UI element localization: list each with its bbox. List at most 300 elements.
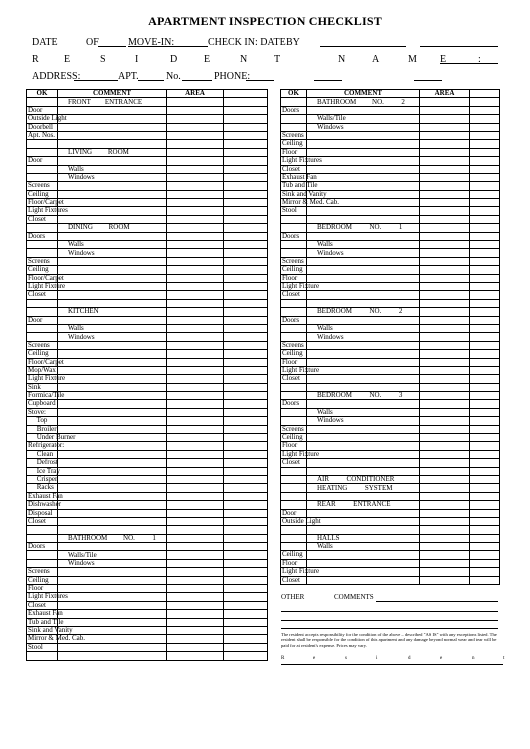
resident-name-field[interactable] — [440, 63, 498, 64]
extra-cell[interactable] — [224, 291, 268, 299]
ok-cell[interactable] — [27, 374, 66, 383]
comment-cell[interactable] — [58, 442, 167, 450]
ok-cell[interactable] — [27, 182, 58, 190]
area-cell[interactable] — [167, 467, 224, 475]
comment-cell[interactable] — [58, 652, 167, 660]
area-cell[interactable] — [167, 241, 224, 249]
ok-cell[interactable] — [27, 140, 58, 148]
comment-cell[interactable] — [58, 375, 167, 383]
comments-line-2[interactable] — [281, 611, 498, 612]
by-field-2[interactable] — [420, 46, 498, 47]
comment-cell[interactable] — [58, 140, 167, 148]
extra-cell[interactable] — [470, 274, 500, 282]
extra-cell[interactable] — [224, 434, 268, 442]
area-cell[interactable] — [420, 341, 470, 349]
comment-cell[interactable] — [58, 249, 167, 257]
comment-cell[interactable] — [307, 115, 420, 123]
extra-cell[interactable] — [470, 308, 500, 316]
area-cell[interactable] — [420, 559, 470, 567]
area-cell[interactable] — [420, 350, 470, 358]
ok-cell[interactable] — [281, 534, 307, 542]
extra-cell[interactable] — [470, 517, 500, 525]
area-cell[interactable] — [420, 299, 470, 307]
extra-cell[interactable] — [224, 601, 268, 609]
extra-cell[interactable] — [224, 333, 268, 341]
area-cell[interactable] — [420, 232, 470, 240]
extra-cell[interactable] — [470, 316, 500, 324]
extra-cell[interactable] — [224, 492, 268, 500]
extra-cell[interactable] — [224, 199, 268, 207]
ok-cell[interactable] — [281, 576, 307, 584]
comment-cell[interactable] — [58, 610, 167, 618]
extra-cell[interactable] — [470, 140, 500, 148]
area-cell[interactable] — [167, 257, 224, 265]
extra-cell[interactable] — [224, 366, 268, 374]
area-cell[interactable] — [167, 551, 224, 559]
area-cell[interactable] — [420, 425, 470, 433]
extra-cell[interactable] — [470, 324, 500, 332]
extra-cell[interactable] — [224, 241, 268, 249]
ok-cell[interactable] — [281, 115, 307, 123]
comment-cell[interactable] — [307, 98, 420, 106]
ok-cell[interactable] — [281, 241, 307, 249]
area-cell[interactable] — [420, 568, 470, 576]
comment-cell[interactable] — [58, 568, 167, 576]
comment-cell[interactable] — [307, 358, 420, 366]
extra-cell[interactable] — [470, 392, 500, 400]
area-cell[interactable] — [167, 618, 224, 626]
extra-cell[interactable] — [224, 383, 268, 391]
extra-cell[interactable] — [470, 182, 500, 190]
extra-cell[interactable] — [224, 551, 268, 559]
ok-cell[interactable] — [281, 408, 307, 416]
area-cell[interactable] — [167, 249, 224, 257]
area-cell[interactable] — [167, 182, 224, 190]
comment-cell[interactable] — [58, 182, 167, 190]
ok-cell[interactable] — [27, 131, 58, 139]
apt-field[interactable] — [138, 80, 164, 81]
area-cell[interactable] — [420, 366, 470, 374]
comment-cell[interactable] — [307, 324, 420, 332]
extra-cell[interactable] — [224, 408, 268, 416]
extra-cell[interactable] — [224, 559, 268, 567]
area-cell[interactable] — [167, 417, 224, 425]
comment-cell[interactable] — [307, 475, 420, 483]
area-cell[interactable] — [167, 131, 224, 139]
extra-cell[interactable] — [224, 375, 268, 383]
comment-cell[interactable] — [307, 392, 420, 400]
extra-cell[interactable] — [224, 618, 268, 626]
ok-cell[interactable] — [281, 333, 307, 341]
area-cell[interactable] — [420, 199, 470, 207]
extra-cell[interactable] — [224, 249, 268, 257]
extra-cell[interactable] — [224, 475, 268, 483]
area-cell[interactable] — [167, 274, 224, 282]
ok-cell[interactable] — [281, 400, 307, 408]
area-cell[interactable] — [167, 442, 224, 450]
area-cell[interactable] — [167, 450, 224, 458]
comments-line-3[interactable] — [281, 620, 498, 621]
area-cell[interactable] — [167, 299, 224, 307]
ok-cell[interactable] — [27, 417, 58, 425]
area-cell[interactable] — [167, 316, 224, 324]
area-cell[interactable] — [167, 425, 224, 433]
comment-cell[interactable] — [58, 475, 167, 483]
area-cell[interactable] — [167, 383, 224, 391]
area-cell[interactable] — [167, 173, 224, 181]
area-cell[interactable] — [420, 165, 470, 173]
ok-cell[interactable] — [281, 417, 307, 425]
comment-cell[interactable] — [58, 282, 167, 290]
ok-cell[interactable] — [281, 383, 307, 391]
ok-cell[interactable] — [281, 215, 307, 223]
extra-cell[interactable] — [224, 131, 268, 139]
extra-cell[interactable] — [470, 450, 500, 458]
area-cell[interactable] — [420, 224, 470, 232]
ok-cell[interactable] — [27, 517, 58, 525]
extra-cell[interactable] — [470, 459, 500, 467]
ok-cell[interactable] — [27, 500, 62, 509]
comment-cell[interactable] — [307, 417, 420, 425]
comment-cell[interactable] — [307, 282, 420, 290]
comment-cell[interactable] — [58, 576, 167, 584]
comment-cell[interactable] — [307, 434, 420, 442]
area-cell[interactable] — [167, 199, 224, 207]
comment-cell[interactable] — [58, 601, 167, 609]
area-cell[interactable] — [420, 182, 470, 190]
ok-cell[interactable] — [281, 266, 307, 274]
extra-cell[interactable] — [224, 425, 268, 433]
ok-cell[interactable] — [281, 516, 321, 525]
ok-cell[interactable] — [27, 350, 58, 358]
ok-cell[interactable] — [27, 551, 58, 559]
extra-cell[interactable] — [224, 98, 268, 106]
extra-cell[interactable] — [470, 215, 500, 223]
extra-cell[interactable] — [470, 249, 500, 257]
ok-cell[interactable] — [281, 299, 307, 307]
extra-cell[interactable] — [470, 232, 500, 240]
extra-cell[interactable] — [470, 534, 500, 542]
extra-cell[interactable] — [470, 509, 500, 517]
comment-cell[interactable] — [58, 266, 167, 274]
area-cell[interactable] — [167, 509, 224, 517]
extra-cell[interactable] — [224, 652, 268, 660]
comment-cell[interactable] — [58, 593, 167, 601]
comment-cell[interactable] — [58, 509, 167, 517]
area-cell[interactable] — [420, 383, 470, 391]
area-cell[interactable] — [420, 131, 470, 139]
extra-cell[interactable] — [224, 635, 268, 643]
comment-cell[interactable] — [307, 543, 420, 551]
ok-cell[interactable] — [27, 232, 58, 240]
area-cell[interactable] — [420, 190, 470, 198]
extra-cell[interactable] — [470, 408, 500, 416]
area-cell[interactable] — [167, 534, 224, 542]
area-cell[interactable] — [167, 140, 224, 148]
extra-cell[interactable] — [470, 417, 500, 425]
area-cell[interactable] — [420, 475, 470, 483]
ok-cell[interactable] — [27, 291, 58, 299]
area-cell[interactable] — [420, 173, 470, 181]
comment-cell[interactable] — [58, 257, 167, 265]
extra-cell[interactable] — [470, 492, 500, 500]
extra-cell[interactable] — [224, 190, 268, 198]
extra-cell[interactable] — [224, 484, 268, 492]
extra-cell[interactable] — [224, 593, 268, 601]
ok-cell[interactable] — [27, 333, 58, 341]
area-cell[interactable] — [420, 115, 470, 123]
comment-cell[interactable] — [307, 526, 420, 534]
area-cell[interactable] — [167, 484, 224, 492]
comment-cell[interactable] — [307, 257, 420, 265]
area-cell[interactable] — [420, 282, 470, 290]
extra-cell[interactable] — [470, 199, 500, 207]
resident-signature-line[interactable] — [281, 664, 503, 665]
comment-cell[interactable] — [307, 123, 420, 131]
area-cell[interactable] — [167, 308, 224, 316]
comment-cell[interactable] — [58, 131, 167, 139]
area-cell[interactable] — [420, 442, 470, 450]
area-cell[interactable] — [167, 601, 224, 609]
extra-cell[interactable] — [224, 324, 268, 332]
comment-cell[interactable] — [58, 366, 167, 374]
area-cell[interactable] — [167, 341, 224, 349]
area-cell[interactable] — [167, 333, 224, 341]
ok-cell[interactable] — [27, 568, 58, 576]
area-cell[interactable] — [167, 350, 224, 358]
extra-cell[interactable] — [224, 543, 268, 551]
ok-cell[interactable] — [281, 224, 307, 232]
move-in-field[interactable] — [168, 46, 208, 47]
extra-cell[interactable] — [470, 576, 500, 584]
area-cell[interactable] — [167, 115, 224, 123]
extra-cell[interactable] — [470, 467, 500, 475]
extra-cell[interactable] — [224, 215, 268, 223]
extra-cell[interactable] — [224, 534, 268, 542]
comment-cell[interactable] — [58, 618, 167, 626]
area-cell[interactable] — [167, 593, 224, 601]
comment-cell[interactable] — [58, 400, 167, 408]
comment-cell[interactable] — [307, 442, 420, 450]
area-cell[interactable] — [420, 408, 470, 416]
extra-cell[interactable] — [224, 627, 268, 635]
comments-line-4[interactable] — [281, 628, 498, 629]
area-cell[interactable] — [167, 543, 224, 551]
extra-cell[interactable] — [224, 501, 268, 509]
ok-cell[interactable] — [281, 501, 307, 509]
comment-cell[interactable] — [307, 459, 420, 467]
area-cell[interactable] — [167, 232, 224, 240]
comment-cell[interactable] — [307, 333, 420, 341]
area-cell[interactable] — [420, 543, 470, 551]
area-cell[interactable] — [420, 501, 470, 509]
area-cell[interactable] — [420, 467, 470, 475]
ok-cell[interactable] — [281, 526, 307, 534]
extra-cell[interactable] — [224, 350, 268, 358]
extra-cell[interactable] — [224, 207, 268, 215]
area-cell[interactable] — [420, 274, 470, 282]
comment-cell[interactable] — [58, 308, 167, 316]
comment-cell[interactable] — [58, 534, 167, 542]
area-cell[interactable] — [167, 627, 224, 635]
extra-cell[interactable] — [470, 282, 500, 290]
address-field[interactable] — [74, 80, 118, 81]
comment-cell[interactable] — [58, 199, 167, 207]
comment-cell[interactable] — [58, 459, 167, 467]
extra-cell[interactable] — [224, 224, 268, 232]
extra-cell[interactable] — [224, 257, 268, 265]
ok-cell[interactable] — [27, 299, 58, 307]
ok-cell[interactable] — [27, 324, 58, 332]
phone-field[interactable] — [246, 80, 274, 81]
ok-cell[interactable] — [281, 291, 307, 299]
ok-cell[interactable] — [281, 484, 307, 492]
comment-cell[interactable] — [58, 190, 167, 198]
extra-cell[interactable] — [470, 526, 500, 534]
comment-cell[interactable] — [58, 341, 167, 349]
ok-cell[interactable] — [281, 467, 307, 475]
area-cell[interactable] — [167, 408, 224, 416]
area-cell[interactable] — [420, 509, 470, 517]
area-cell[interactable] — [167, 215, 224, 223]
comment-cell[interactable] — [58, 517, 167, 525]
comment-cell[interactable] — [58, 98, 167, 106]
area-cell[interactable] — [420, 551, 470, 559]
comments-line-1[interactable] — [376, 601, 498, 602]
extra-cell[interactable] — [224, 148, 268, 156]
extra-cell[interactable] — [224, 316, 268, 324]
area-cell[interactable] — [420, 316, 470, 324]
comment-cell[interactable] — [58, 274, 167, 282]
area-cell[interactable] — [167, 475, 224, 483]
extra-cell[interactable] — [470, 341, 500, 349]
comment-cell[interactable] — [58, 324, 167, 332]
ok-cell[interactable] — [27, 241, 58, 249]
comment-cell[interactable] — [58, 350, 167, 358]
comment-cell[interactable] — [307, 576, 420, 584]
extra-cell[interactable] — [470, 383, 500, 391]
ok-cell[interactable] — [281, 232, 307, 240]
extra-cell[interactable] — [470, 241, 500, 249]
area-cell[interactable] — [167, 190, 224, 198]
ok-cell[interactable] — [281, 181, 318, 190]
comment-cell[interactable] — [307, 249, 420, 257]
area-cell[interactable] — [167, 375, 224, 383]
comment-cell[interactable] — [307, 241, 420, 249]
area-cell[interactable] — [167, 576, 224, 584]
area-cell[interactable] — [167, 266, 224, 274]
ok-cell[interactable] — [281, 324, 307, 332]
extra-cell[interactable] — [224, 568, 268, 576]
comment-cell[interactable] — [307, 450, 420, 458]
comment-cell[interactable] — [307, 559, 420, 567]
ok-cell[interactable] — [27, 165, 58, 173]
area-cell[interactable] — [420, 417, 470, 425]
ok-cell[interactable] — [281, 308, 307, 316]
extra-cell[interactable] — [470, 157, 500, 165]
area-cell[interactable] — [420, 392, 470, 400]
comment-cell[interactable] — [307, 517, 420, 525]
extra-cell[interactable] — [224, 392, 268, 400]
comment-cell[interactable] — [307, 274, 420, 282]
comment-cell[interactable] — [58, 123, 167, 131]
ok-cell[interactable] — [27, 459, 58, 467]
extra-cell[interactable] — [224, 643, 268, 651]
ok-cell[interactable] — [281, 316, 307, 324]
comment-cell[interactable] — [58, 492, 167, 500]
extra-cell[interactable] — [224, 358, 268, 366]
extra-cell[interactable] — [224, 115, 268, 123]
comment-cell[interactable] — [307, 131, 420, 139]
area-cell[interactable] — [420, 517, 470, 525]
comment-cell[interactable] — [58, 450, 167, 458]
comment-cell[interactable] — [307, 291, 420, 299]
extra-cell[interactable] — [470, 501, 500, 509]
area-cell[interactable] — [167, 459, 224, 467]
area-cell[interactable] — [167, 165, 224, 173]
area-cell[interactable] — [167, 282, 224, 290]
comment-cell[interactable] — [58, 417, 167, 425]
area-cell[interactable] — [167, 610, 224, 618]
extra-cell[interactable] — [470, 543, 500, 551]
ok-cell[interactable] — [281, 140, 307, 148]
extra-cell[interactable] — [470, 123, 500, 131]
area-cell[interactable] — [167, 123, 224, 131]
extra-cell[interactable] — [470, 131, 500, 139]
extra-cell[interactable] — [224, 585, 268, 593]
extra-cell[interactable] — [470, 484, 500, 492]
comment-cell[interactable] — [58, 173, 167, 181]
comment-cell[interactable] — [58, 241, 167, 249]
extra-cell[interactable] — [470, 475, 500, 483]
area-cell[interactable] — [420, 140, 470, 148]
extra-cell[interactable] — [224, 341, 268, 349]
comment-cell[interactable] — [307, 341, 420, 349]
area-cell[interactable] — [167, 559, 224, 567]
area-cell[interactable] — [420, 333, 470, 341]
comment-cell[interactable] — [58, 484, 167, 492]
comment-cell[interactable] — [58, 383, 167, 391]
comment-cell[interactable] — [307, 366, 420, 374]
comment-cell[interactable] — [58, 585, 167, 593]
area-cell[interactable] — [420, 434, 470, 442]
extra-cell[interactable] — [224, 400, 268, 408]
extra-cell[interactable] — [224, 459, 268, 467]
comment-cell[interactable] — [307, 157, 420, 165]
area-cell[interactable] — [167, 98, 224, 106]
comment-cell[interactable] — [58, 526, 167, 534]
extra-cell[interactable] — [224, 299, 268, 307]
area-cell[interactable] — [420, 249, 470, 257]
extra-cell[interactable] — [224, 417, 268, 425]
comment-cell[interactable] — [307, 207, 420, 215]
comment-cell[interactable] — [307, 173, 420, 181]
extra-cell[interactable] — [224, 576, 268, 584]
area-cell[interactable] — [420, 157, 470, 165]
comment-cell[interactable] — [58, 559, 167, 567]
area-cell[interactable] — [420, 375, 470, 383]
extra-cell[interactable] — [470, 291, 500, 299]
extra-cell[interactable] — [470, 366, 500, 374]
extra-cell[interactable] — [224, 509, 268, 517]
extra-cell[interactable] — [224, 308, 268, 316]
extra-cell[interactable] — [224, 123, 268, 131]
area-cell[interactable] — [420, 576, 470, 584]
comment-cell[interactable] — [58, 115, 167, 123]
comment-cell[interactable] — [58, 358, 167, 366]
extra-cell[interactable] — [224, 232, 268, 240]
comment-cell[interactable] — [307, 165, 420, 173]
